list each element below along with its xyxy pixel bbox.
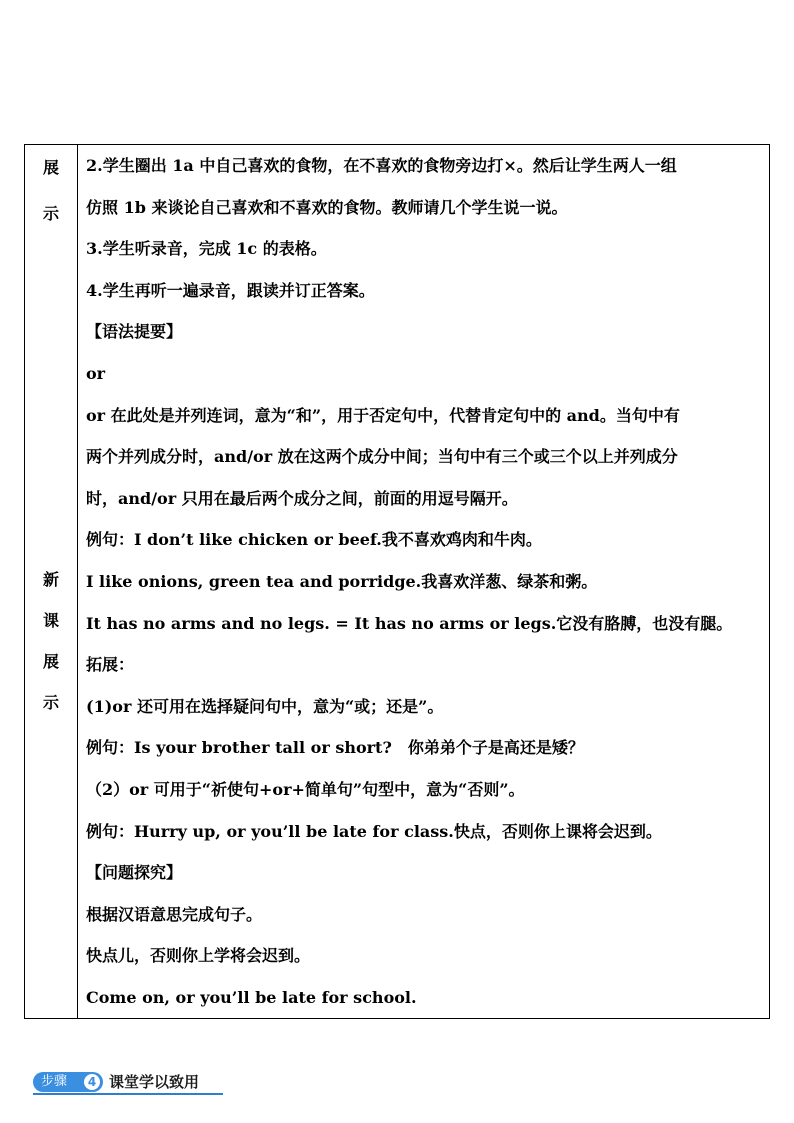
label-char: 展 bbox=[42, 158, 59, 177]
lesson-table bbox=[24, 144, 770, 1019]
content-line: 3.学生听录音，完成 1c 的表格。 bbox=[86, 239, 327, 258]
content-line: 仿照 1b 来谈论自己喜欢和不喜欢的食物。教师请几个学生说一说。 bbox=[86, 198, 568, 217]
content-line: It has no arms and no legs. = It has no arms or legs.它没有胳膊，也没有腿。 bbox=[86, 614, 733, 633]
label-char: 示 bbox=[42, 204, 59, 223]
content-line: 例句：I don’t like chicken or beef.我不喜欢鸡肉和牛肉。 bbox=[86, 530, 542, 549]
content-line: 例句：Is your brother tall or short? 你弟弟个子是高还是矮？ bbox=[86, 738, 584, 757]
label-char: 课 bbox=[42, 611, 59, 630]
section-label-display bbox=[25, 157, 77, 249]
step-number: 4 bbox=[84, 1074, 100, 1090]
content-line: or 在此处是并列连词，意为“和”，用于否定句中，代替肯定句中的 and。当句中有 bbox=[86, 406, 680, 425]
section-label-new-lesson bbox=[25, 569, 77, 733]
content-line: 快点儿，否则你上学将会迟到。 bbox=[86, 946, 311, 965]
step-title: 课堂学以致用 bbox=[109, 1073, 200, 1091]
content-line: 时，and/or 只用在最后两个成分之间，前面的用逗号隔开。 bbox=[86, 489, 518, 508]
content-line: （2）or 可用于“祈使句+or+简单句”句型中，意为“否则”。 bbox=[86, 780, 525, 799]
content-line: or bbox=[86, 364, 106, 383]
column-divider bbox=[77, 145, 78, 1018]
label-char: 展 bbox=[42, 652, 59, 671]
step-badge bbox=[33, 1072, 103, 1092]
content-line: I like onions, green tea and porridge.我喜欢洋葱、绿茶和粥。 bbox=[86, 572, 598, 591]
step-header bbox=[33, 1071, 223, 1095]
content-line: Come on, or you’ll be late for school. bbox=[86, 988, 417, 1007]
step-badge-label: 步骤 bbox=[41, 1074, 68, 1089]
content-line: 根据汉语意思完成句子。 bbox=[86, 905, 263, 924]
content-line: 例句：Hurry up, or you’ll be late for class.快点，否则你上课将会迟到。 bbox=[86, 822, 662, 841]
content-line: 2.学生圈出 1a 中自己喜欢的食物，在不喜欢的食物旁边打×。然后让学生两人一组 bbox=[86, 156, 677, 175]
section-heading: 【语法提要】 bbox=[86, 322, 183, 341]
content-line: (1)or 还可用在选择疑问句中，意为“或；还是”。 bbox=[86, 697, 444, 716]
content-line: 拓展： bbox=[86, 655, 135, 674]
content-line: 两个并列成分时，and/or 放在这两个成分中间；当句中有三个或三个以上并列成分 bbox=[86, 447, 678, 466]
content-line: 4.学生再听一遍录音，跟读并订正答案。 bbox=[86, 281, 375, 300]
label-char: 新 bbox=[42, 570, 59, 589]
section-heading: 【问题探究】 bbox=[86, 863, 183, 882]
label-char: 示 bbox=[42, 693, 59, 712]
